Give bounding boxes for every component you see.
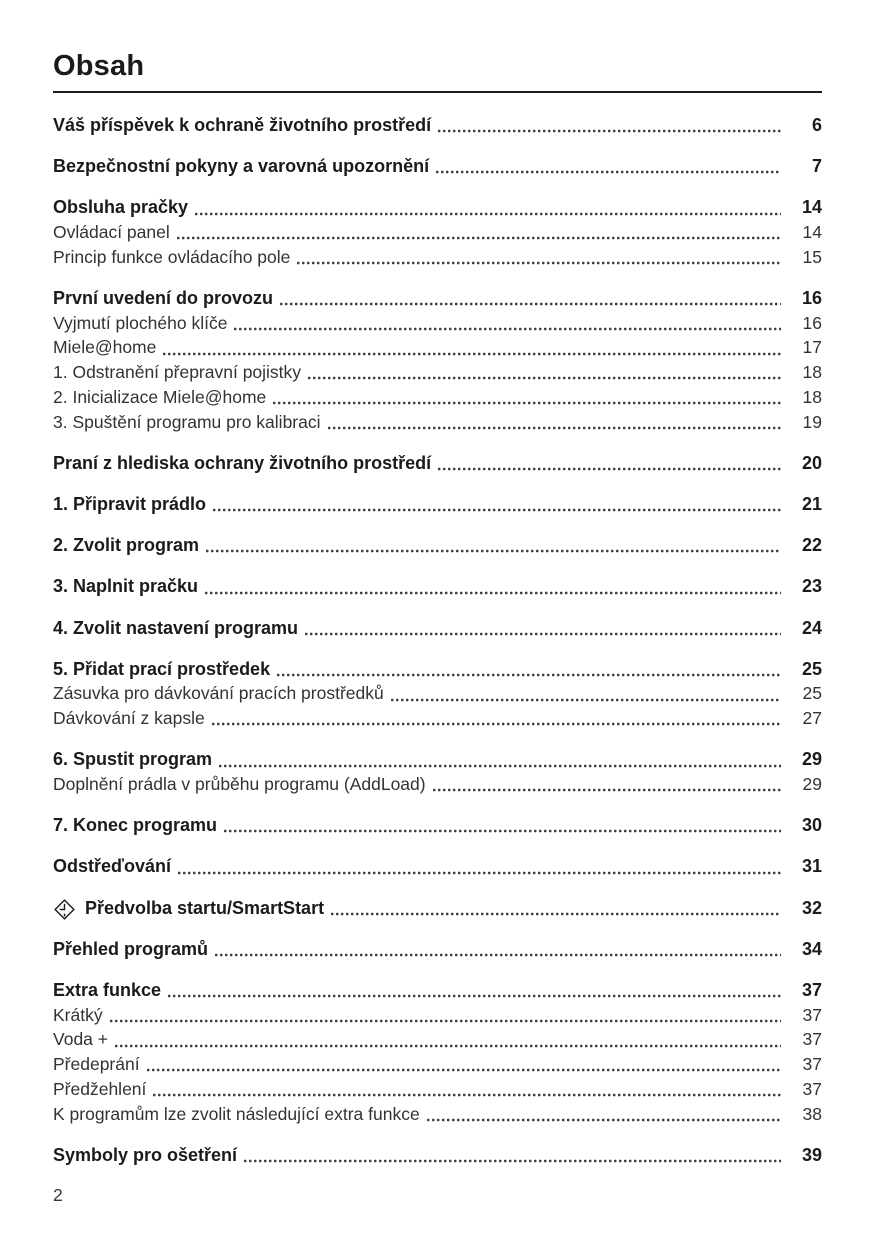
toc-entry <box>53 451 822 476</box>
dot-leader <box>206 548 781 554</box>
dot-leader <box>115 1043 781 1049</box>
toc-entry-label: Váš příspěvek k ochraně životního prostředí <box>53 115 432 135</box>
toc-entry-label: Zásuvka pro dávkování pracích prostředků <box>53 683 384 704</box>
toc-entry-page: 20 <box>801 452 822 473</box>
toc-entry-label: 6. Spustit program <box>53 749 213 770</box>
toc-entry <box>53 706 822 731</box>
toc-entry <box>53 1003 822 1028</box>
toc-entry-page: 14 <box>801 197 822 218</box>
delay-start-timer-icon <box>53 898 76 921</box>
toc-entry <box>53 360 822 385</box>
toc-entry-page: 18 <box>802 386 822 407</box>
dot-leader <box>213 507 781 513</box>
toc-entry <box>53 772 822 797</box>
dot-leader <box>234 326 781 332</box>
toc-entry-page: 21 <box>801 493 822 514</box>
toc-entry-page: 37 <box>802 1004 822 1025</box>
dot-leader <box>163 351 781 357</box>
toc-entry-page: 25 <box>801 658 822 679</box>
toc-entry <box>53 154 822 179</box>
dot-leader <box>168 993 781 999</box>
toc-entry-page: 37 <box>801 980 822 1001</box>
dot-leader <box>219 763 781 769</box>
dot-leader <box>177 235 781 241</box>
toc-entry-label: 1. Připravit prádlo <box>53 493 207 514</box>
toc-entry <box>53 220 822 245</box>
toc-entry-page: 15 <box>802 246 822 267</box>
page-number: 2 <box>53 1185 63 1205</box>
toc-entry <box>53 335 822 360</box>
toc-entry-label: 3. Naplnit pračku <box>53 576 199 597</box>
toc-entry-page: 23 <box>801 576 822 597</box>
toc-entry-label: Ovládací panel <box>53 222 170 243</box>
toc-entry <box>53 978 822 1003</box>
toc-entry <box>53 410 822 435</box>
dot-leader <box>433 787 781 793</box>
dot-leader <box>308 375 781 381</box>
toc-entry-page: 39 <box>801 1144 822 1165</box>
toc-entry-label: Odstřeďování <box>53 856 171 877</box>
dot-leader <box>224 828 781 834</box>
dot-leader <box>244 1158 781 1164</box>
toc-entry-page: 24 <box>801 617 822 638</box>
toc-entry-page: 6 <box>811 115 822 135</box>
dot-leader <box>110 1018 781 1024</box>
toc-entry <box>53 896 822 921</box>
toc-entry-label: Přehled programů <box>53 938 209 959</box>
dot-leader <box>436 169 781 175</box>
toc-entry <box>53 681 822 706</box>
toc-entry <box>53 245 822 270</box>
toc-entry <box>53 813 822 838</box>
toc-entry-page: 7 <box>811 156 822 177</box>
toc-entry-label: Symboly pro ošetření <box>53 1144 238 1165</box>
dot-leader <box>277 672 781 678</box>
toc-entry <box>53 195 822 220</box>
toc-entry-page: 19 <box>802 411 822 432</box>
toc-entry <box>53 113 822 138</box>
toc-entry <box>53 747 822 772</box>
dot-leader <box>215 952 781 958</box>
toc-entry-label: Vyjmutí plochého klíče <box>53 312 228 333</box>
dot-leader <box>147 1067 781 1073</box>
toc-entry-label: K programům lze zvolit následující extra funkce <box>53 1103 420 1124</box>
toc-entry <box>53 1052 822 1077</box>
toc-entry-page: 27 <box>802 708 822 729</box>
toc-entry-label: Praní z hlediska ochrany životního prostředí <box>53 452 432 473</box>
toc-entry-page: 16 <box>802 312 822 333</box>
toc-entry <box>53 574 822 599</box>
dot-leader <box>205 590 781 596</box>
toc-entry <box>53 311 822 336</box>
toc-entry-label: Voda + <box>53 1029 108 1050</box>
dot-leader <box>297 260 781 266</box>
toc-entry-page: 37 <box>802 1029 822 1050</box>
toc-entry-page: 22 <box>801 535 822 556</box>
dot-leader <box>427 1117 781 1123</box>
toc-entry-label: 4. Zvolit nastavení programu <box>53 617 299 638</box>
toc-entry <box>53 937 822 962</box>
toc-entry-label: Extra funkce <box>53 980 162 1001</box>
toc-entry-page: 30 <box>801 815 822 836</box>
toc-entry <box>53 1143 822 1168</box>
toc-entry-label: 1. Odstranění přepravní pojistky <box>53 362 302 383</box>
toc-entry <box>53 1077 822 1102</box>
toc-entry-page: 18 <box>802 362 822 383</box>
toc-entry <box>53 657 822 682</box>
toc-entry <box>53 1027 822 1052</box>
dot-leader <box>273 400 781 406</box>
toc-entry <box>53 533 822 558</box>
toc-entry-page: 17 <box>802 337 822 358</box>
toc-entry-page: 37 <box>802 1078 822 1099</box>
toc-entry-label: Dávkování z kapsle <box>53 708 205 729</box>
toc-entry-page: 31 <box>801 856 822 877</box>
dot-leader <box>280 301 781 307</box>
page-title: Obsah <box>53 50 145 82</box>
toc-entry-page: 25 <box>802 683 822 704</box>
dot-leader <box>195 211 781 217</box>
dot-leader <box>305 631 781 637</box>
toc-entry-label: Předžehlení <box>53 1078 147 1099</box>
dot-leader <box>438 128 781 134</box>
page-header <box>53 50 822 93</box>
toc-entry-label: 2. Zvolit program <box>53 535 200 556</box>
table-of-contents <box>53 113 822 1168</box>
dot-leader <box>438 466 781 472</box>
toc-entry-label: Předvolba startu/SmartStart <box>85 897 325 918</box>
dot-leader <box>212 721 781 727</box>
toc-entry-page: 29 <box>801 749 822 770</box>
title-rule <box>53 91 822 93</box>
toc-entry-label: 2. Inicializace Miele@home <box>53 386 267 407</box>
toc-entry <box>53 1102 822 1127</box>
toc-entry-page: 38 <box>802 1103 822 1124</box>
toc-entry-label: 3. Spuštění programu pro kalibraci <box>53 411 321 432</box>
toc-entry-label: Obsluha pračky <box>53 197 189 218</box>
toc-entry-label: Doplnění prádla v průběhu programu (AddLoad) <box>53 774 426 795</box>
toc-entry <box>53 616 822 641</box>
dot-leader <box>328 425 782 431</box>
dot-leader <box>153 1092 781 1098</box>
toc-entry <box>53 854 822 879</box>
toc-entry-page: 14 <box>802 222 822 243</box>
toc-entry-label: Princip funkce ovládacího pole <box>53 246 291 267</box>
dot-leader <box>391 697 781 703</box>
toc-entry-page: 29 <box>802 774 822 795</box>
toc-entry-label: Bezpečnostní pokyny a varovná upozornění <box>53 156 430 177</box>
toc-entry-label: Předeprání <box>53 1054 140 1075</box>
toc-entry-label: První uvedení do provozu <box>53 288 274 309</box>
toc-entry-page: 37 <box>802 1054 822 1075</box>
dot-leader <box>331 911 781 917</box>
toc-entry-page: 32 <box>801 897 822 918</box>
toc-entry <box>53 286 822 311</box>
toc-entry <box>53 492 822 517</box>
toc-entry-label: 5. Přidat prací prostředek <box>53 658 271 679</box>
toc-entry-label: Krátký <box>53 1004 103 1025</box>
toc-entry <box>53 385 822 410</box>
toc-entry-page: 34 <box>801 938 822 959</box>
toc-entry-label: Miele@home <box>53 337 157 358</box>
toc-entry-label: 7. Konec programu <box>53 815 218 836</box>
dot-leader <box>178 870 781 876</box>
toc-entry-page: 16 <box>801 288 822 309</box>
